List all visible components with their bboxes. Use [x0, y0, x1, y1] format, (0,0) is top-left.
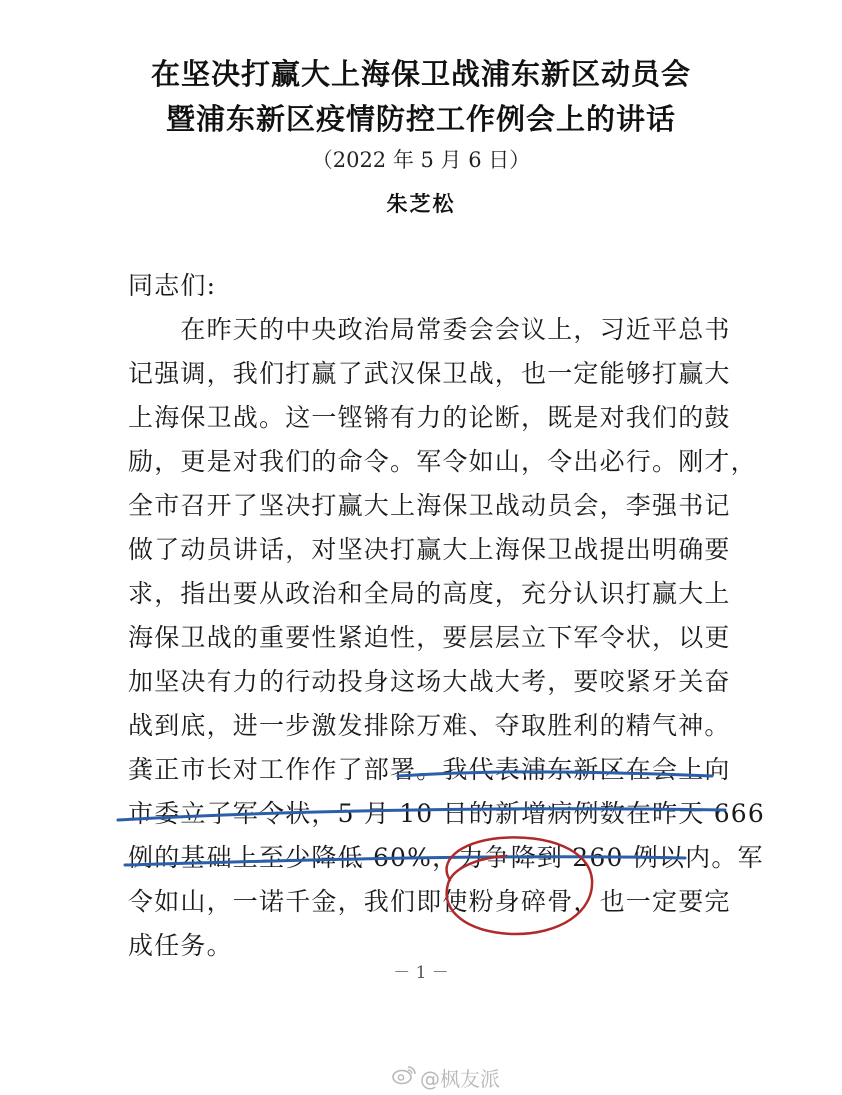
body-line: 在昨天的中央政治局常委会会议上，习近平总书: [128, 315, 731, 344]
body-line: 记强调，我们打赢了武汉保卫战，也一定能够打赢大: [128, 359, 731, 388]
body-line: 成任务。: [128, 931, 233, 960]
body-line: 上海保卫战。这一铿锵有力的论断，既是对我们的鼓: [128, 403, 731, 432]
body-line: 励，更是对我们的命令。军令如山，令出必行。刚才，: [128, 447, 757, 476]
watermark-text: @枫友派: [420, 1067, 500, 1091]
page-number: － 1 －: [393, 963, 449, 983]
body-line: 龚正市长对工作作了部署。我代表浦东新区在会上向: [128, 755, 731, 784]
body-line: 海保卫战的重要性紧迫性，要层层立下军令状，以更: [128, 623, 731, 652]
body-line: 加坚决有力的行动投身这场大战大考，要咬紧牙关奋: [128, 667, 731, 696]
watermark: [392, 1063, 500, 1092]
body-line: 同志们:: [128, 271, 217, 300]
document-date: （2022 年 5 月 6 日）: [311, 148, 531, 172]
body-line: 求，指出要从政治和全局的高度，充分认识打赢大上: [128, 579, 731, 608]
document-title-line-2: 暨浦东新区疫情防控工作例会上的讲话: [165, 102, 676, 136]
body-line: 例的基础上至少降低 60%，力争降到 260 例以内。军: [128, 843, 764, 872]
document-title-line-1: 在坚决打赢大上海保卫战浦东新区动员会: [150, 57, 691, 91]
body-line: 令如山，一诺千金，我们即使粉身碎骨，也一定要完: [128, 887, 731, 916]
body-line: 战到底，进一步激发排除万难、夺取胜利的精气神。: [128, 711, 731, 740]
body-line: 做了动员讲话，对坚决打赢大上海保卫战提出明确要: [128, 535, 731, 564]
weibo-icon: [392, 1065, 416, 1090]
body-line: 市委立了军令状，5 月 10 日的新增病例数在昨天 666: [128, 799, 766, 828]
document-author: 朱芝松: [386, 192, 456, 216]
body-line: 全市召开了坚决打赢大上海保卫战动员会，李强书记: [128, 491, 731, 520]
